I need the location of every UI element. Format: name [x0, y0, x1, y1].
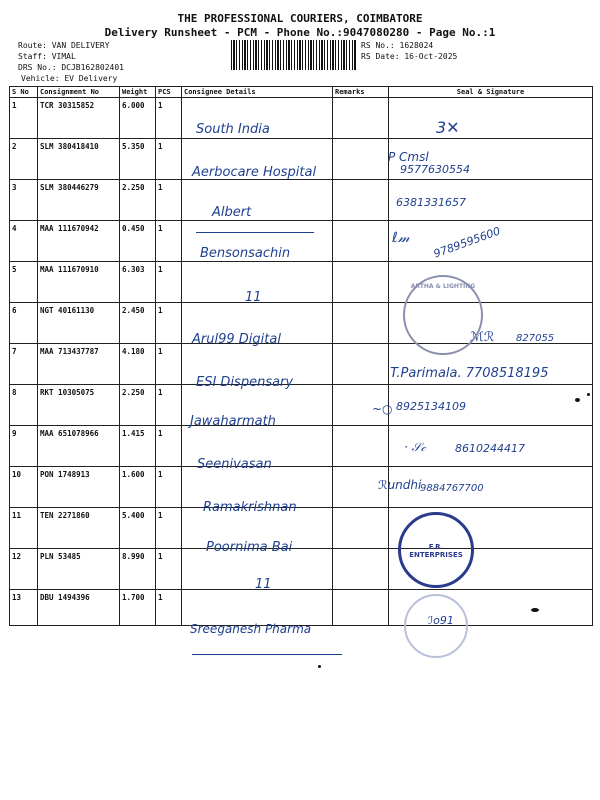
- cell-pcs: 1: [156, 590, 182, 626]
- cell-remarks: [333, 303, 389, 344]
- handwritten-consignee: Aerbocare Hospital: [192, 165, 317, 180]
- cell-remarks: [333, 180, 389, 221]
- cell-weight: 2.450: [120, 303, 156, 344]
- cell-weight: 1.415: [120, 426, 156, 467]
- cell-sno: 12: [10, 549, 38, 590]
- cell-sno: 9: [10, 426, 38, 467]
- handwritten-consignee: Seenivasan: [197, 457, 272, 472]
- light-seal-stamp: [404, 594, 468, 658]
- meta-right: [361, 40, 457, 62]
- table-header-row: [10, 87, 593, 98]
- cell-consignment: TEN 2271860: [38, 508, 120, 549]
- handwritten-phone: 827055: [516, 333, 555, 344]
- handwritten-consignee: 11: [255, 577, 272, 592]
- strike-line: [196, 232, 314, 233]
- col-remarks: Remarks: [333, 87, 389, 98]
- cell-pcs: 1: [156, 98, 182, 139]
- cell-consignee: [182, 180, 333, 221]
- cell-weight: 8.990: [120, 549, 156, 590]
- cell-sno: 4: [10, 221, 38, 262]
- table-row: [10, 221, 593, 262]
- rs-date: RS Date: 16-Oct-2025: [361, 52, 458, 61]
- table-row: [10, 508, 593, 549]
- cell-sno: 5: [10, 262, 38, 303]
- cell-pcs: 1: [156, 180, 182, 221]
- table-row: [10, 590, 593, 626]
- col-sno: S No: [10, 87, 38, 98]
- scan-speck: [575, 398, 580, 402]
- cell-sno: 3: [10, 180, 38, 221]
- cell-signature: [389, 98, 593, 139]
- underline: [192, 654, 342, 655]
- cell-sno: 13: [10, 590, 38, 626]
- cell-pcs: 1: [156, 467, 182, 508]
- cell-remarks: [333, 139, 389, 180]
- signature-mark: ℓ𝓂: [392, 230, 410, 246]
- cell-consignment: MAA 111670910: [38, 262, 120, 303]
- col-consignee: Consignee Details: [182, 87, 333, 98]
- cell-sno: 7: [10, 344, 38, 385]
- route-text: Route: VAN DELIVERY: [18, 41, 110, 50]
- cell-sno: 10: [10, 467, 38, 508]
- handwritten-consignee: South India: [196, 122, 270, 137]
- cell-remarks: [333, 98, 389, 139]
- handwritten-consignee: Bensonsachin: [200, 246, 291, 261]
- rs-number: RS No.: 1628024: [361, 41, 434, 50]
- cell-pcs: 1: [156, 262, 182, 303]
- handwritten-phone: 8610244417: [455, 442, 525, 455]
- cell-weight: 2.250: [120, 180, 156, 221]
- cell-sno: 11: [10, 508, 38, 549]
- cell-consignment: PON 1748913: [38, 467, 120, 508]
- cell-remarks: [333, 590, 389, 626]
- company-seal-stamp: [398, 512, 474, 588]
- vehicle-text: Vehicle: EV Delivery: [21, 74, 118, 83]
- table-row: [10, 262, 593, 303]
- signature-mark: ℳℛ: [470, 330, 495, 345]
- company-title: THE PROFESSIONAL COURIERS, COIMBATORE: [177, 12, 423, 25]
- cell-sno: 1: [10, 98, 38, 139]
- cell-pcs: 1: [156, 426, 182, 467]
- cell-weight: 1.600: [120, 467, 156, 508]
- handwritten-consignee: ESI Dispensary: [196, 375, 294, 390]
- cell-consignment: NGT 40161130: [38, 303, 120, 344]
- cell-pcs: 1: [156, 303, 182, 344]
- scan-speck: [318, 665, 321, 668]
- handwritten-consignee: Albert: [212, 205, 252, 220]
- table-row: [10, 303, 593, 344]
- signature-mark: · 𝒮𝒸: [404, 440, 426, 454]
- signature-mark: ~○: [372, 402, 393, 416]
- col-pcs: PCS: [156, 87, 182, 98]
- handwritten-consignee: Jawaharmath: [190, 414, 276, 429]
- cell-remarks: [333, 508, 389, 549]
- cell-weight: 6.303: [120, 262, 156, 303]
- cell-sno: 2: [10, 139, 38, 180]
- col-weight: Weight: [120, 87, 156, 98]
- cell-weight: 0.450: [120, 221, 156, 262]
- signature-mark: ℐo91: [428, 614, 454, 627]
- handwritten-consignee: Ramakrishnan: [203, 500, 297, 515]
- table-row: [10, 98, 593, 139]
- handwritten-phone: T.Parimala. 7708518195: [390, 366, 549, 381]
- handwritten-consignee: 11: [245, 290, 262, 305]
- cell-pcs: 1: [156, 549, 182, 590]
- cell-pcs: 1: [156, 344, 182, 385]
- scan-speck: [587, 393, 590, 396]
- handwritten-phone: 9577630554: [400, 163, 470, 176]
- runsheet-subtitle: Delivery Runsheet - PCM - Phone No.:9047080280 - Page No.:1: [104, 26, 496, 39]
- cell-pcs: 1: [156, 139, 182, 180]
- handwritten-phone: 9789595600: [431, 224, 503, 261]
- cell-pcs: 1: [156, 385, 182, 426]
- cell-consignment: PLN 53485: [38, 549, 120, 590]
- col-signature: Seal & Signature: [389, 87, 593, 98]
- signature-mark: 3✕: [436, 118, 460, 137]
- cell-remarks: [333, 221, 389, 262]
- cell-consignment: MAA 111670942: [38, 221, 120, 262]
- cell-pcs: 1: [156, 508, 182, 549]
- stamp-b-text: F.R. ENTERPRISES: [409, 543, 463, 559]
- cell-remarks: [333, 549, 389, 590]
- cell-consignment: RKT 10305075: [38, 385, 120, 426]
- meta-left: [18, 40, 124, 84]
- signature-mark: ℛundhi: [378, 478, 422, 492]
- faded-seal-stamp: [403, 275, 483, 355]
- cell-consignment: MAA 713437787: [38, 344, 120, 385]
- cell-consignment: SLM 380446279: [38, 180, 120, 221]
- col-consignment: Consignment No: [38, 87, 120, 98]
- handwritten-consignee: Arul99 Digital: [192, 332, 281, 347]
- table-row: [10, 467, 593, 508]
- handwritten-consignee: Poornima Bai: [206, 540, 293, 555]
- scan-speck: [531, 608, 539, 612]
- cell-weight: 1.700: [120, 590, 156, 626]
- cell-sno: 6: [10, 303, 38, 344]
- handwritten-phone: 8925134109: [396, 400, 466, 413]
- cell-weight: 5.400: [120, 508, 156, 549]
- handwritten-phone: 6381331657: [396, 196, 466, 209]
- cell-weight: 5.350: [120, 139, 156, 180]
- cell-pcs: 1: [156, 221, 182, 262]
- drs-number: DRS No.: DCJB162802401: [18, 63, 124, 72]
- barcode: [231, 40, 357, 70]
- cell-weight: 6.000: [120, 98, 156, 139]
- cell-consignee: [182, 590, 333, 626]
- signature-mark: P Cmsl: [388, 150, 429, 164]
- cell-consignment: MAA 651078966: [38, 426, 120, 467]
- cell-consignment: TCR 30315852: [38, 98, 120, 139]
- cell-weight: 2.250: [120, 385, 156, 426]
- cell-remarks: [333, 262, 389, 303]
- cell-consignment: SLM 380418410: [38, 139, 120, 180]
- cell-sno: 8: [10, 385, 38, 426]
- cell-remarks: [333, 344, 389, 385]
- handwritten-consignee: Sreeganesh Pharma: [190, 622, 312, 636]
- table-row: [10, 549, 593, 590]
- handwritten-phone: 9884767700: [420, 483, 484, 494]
- cell-remarks: [333, 426, 389, 467]
- stamp-a-text: ARTHA & LIGHTING: [410, 283, 476, 290]
- table-row: [10, 385, 593, 426]
- staff-text: Staff: VIMAL: [18, 52, 76, 61]
- cell-weight: 4.180: [120, 344, 156, 385]
- cell-consignment: DBU 1494396: [38, 590, 120, 626]
- table-row: [10, 180, 593, 221]
